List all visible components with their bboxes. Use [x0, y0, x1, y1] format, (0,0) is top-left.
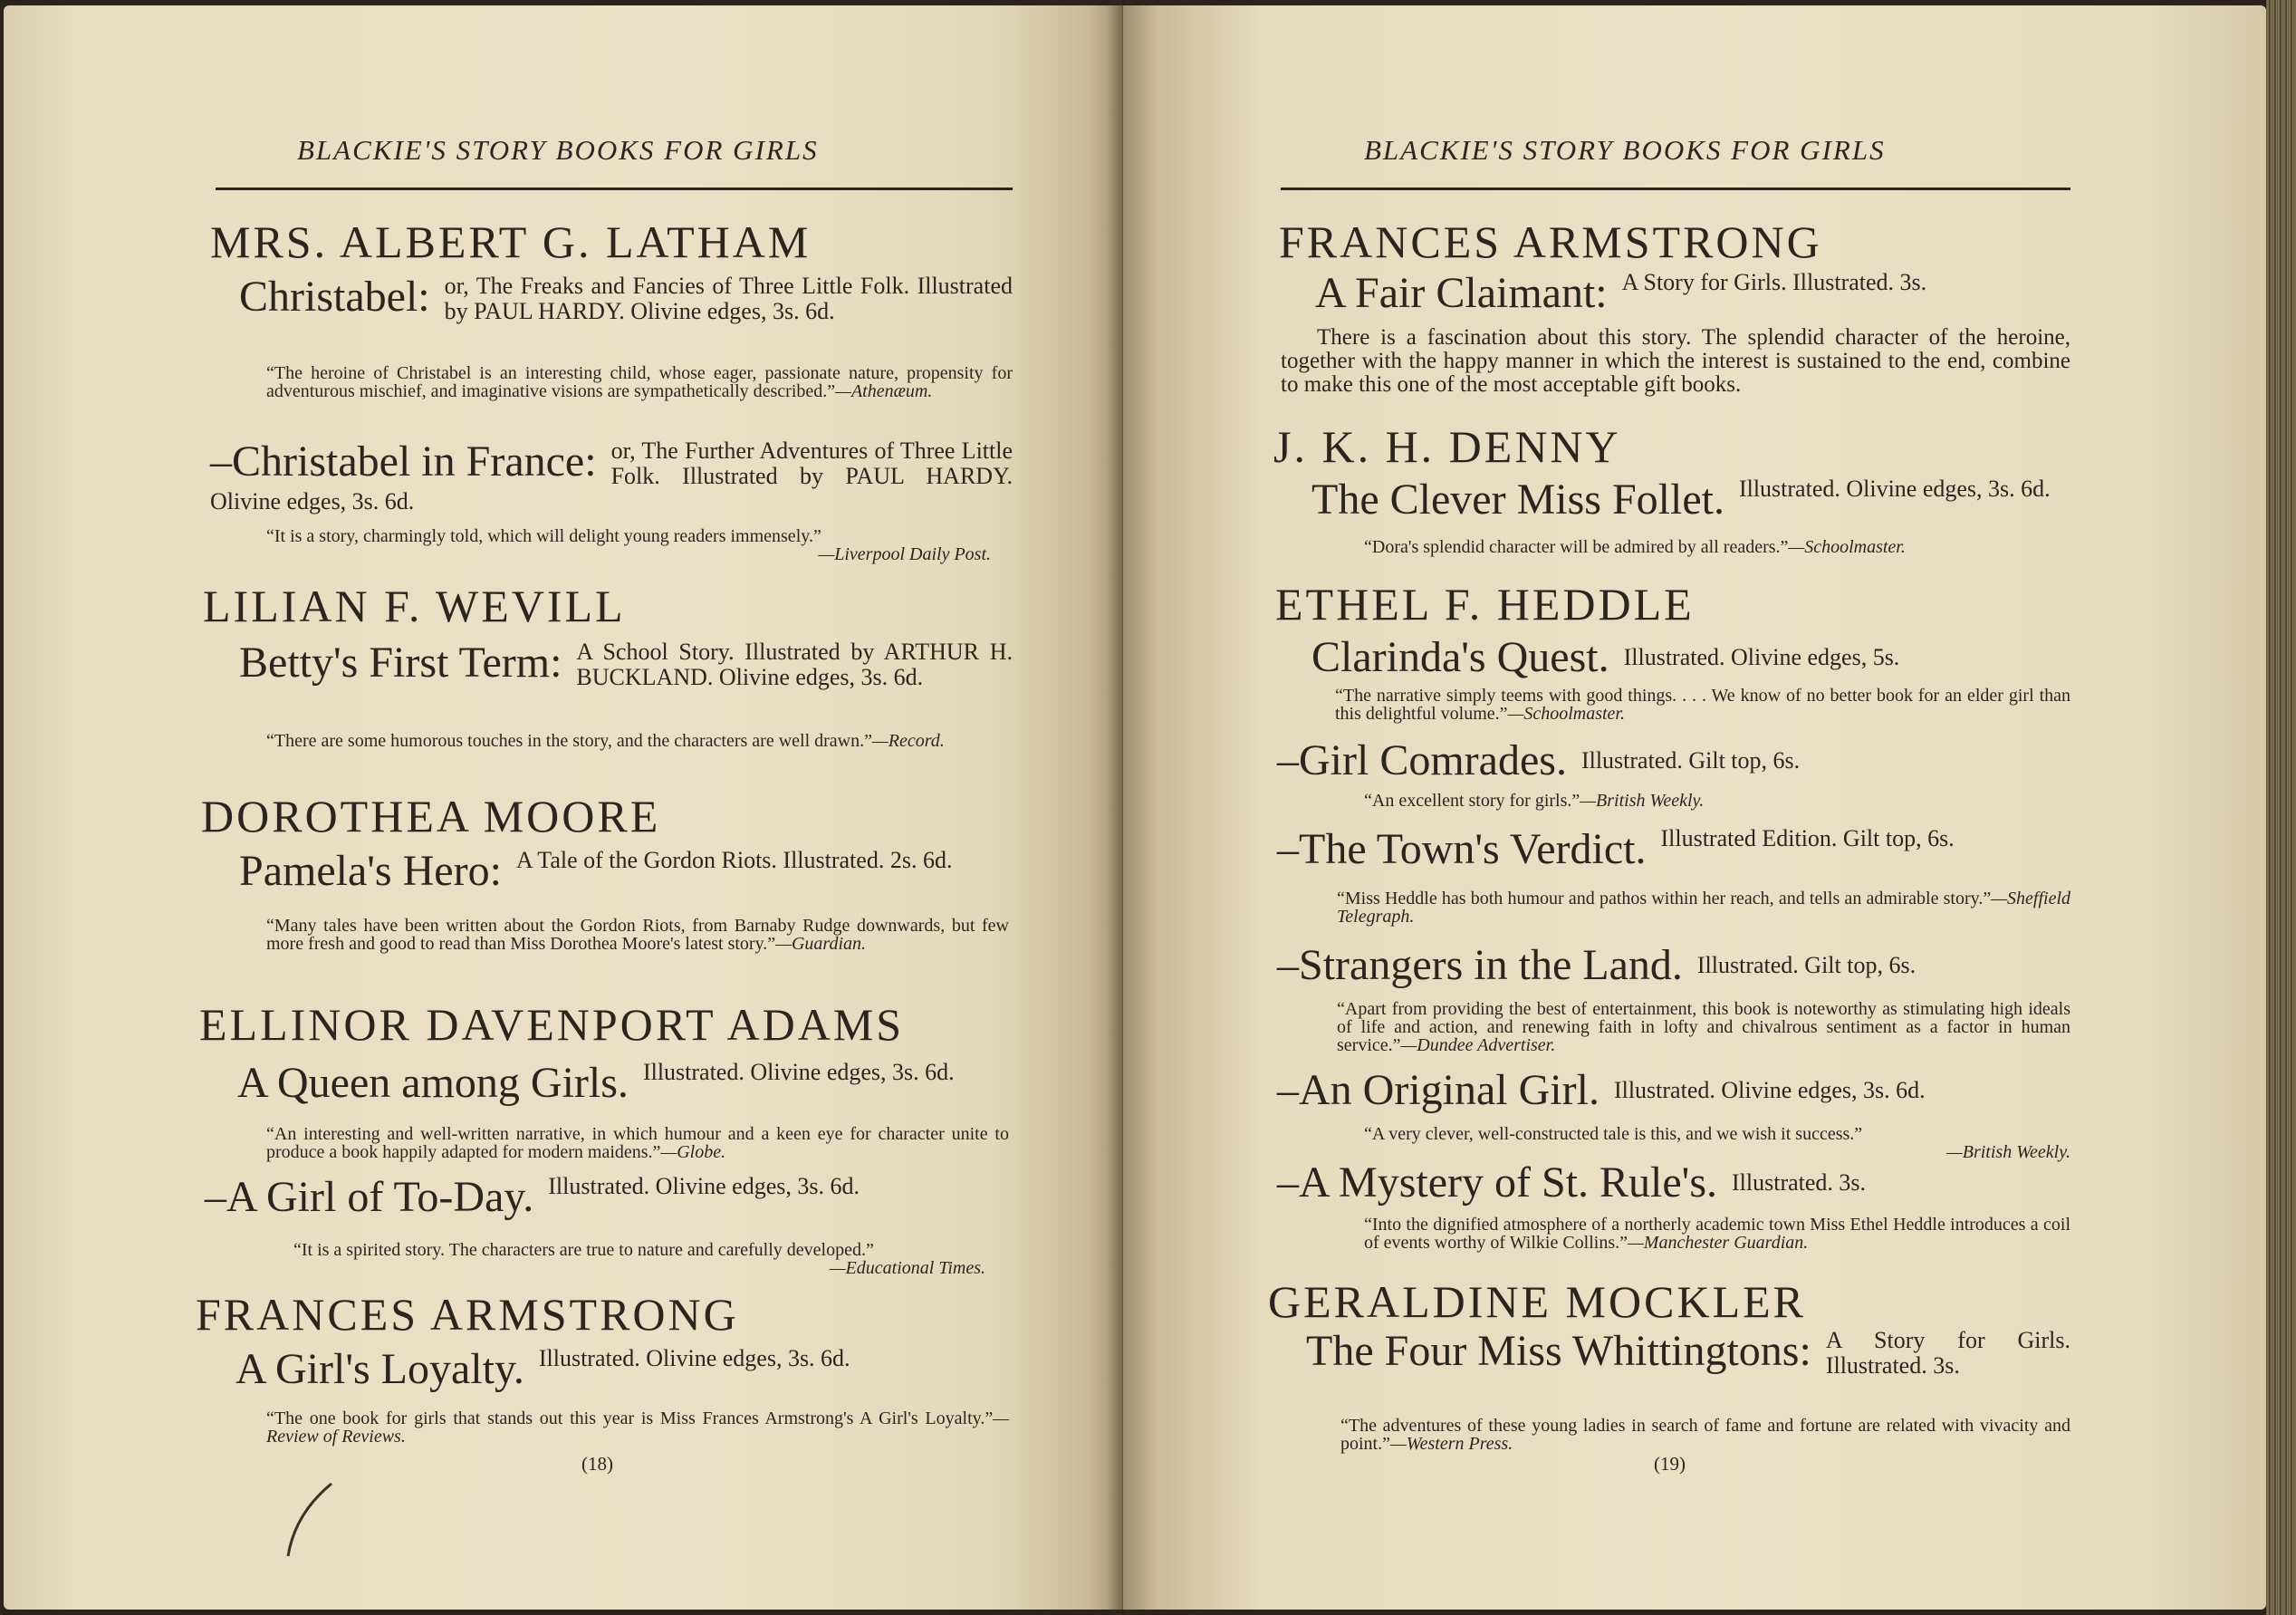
book-description: Illustrated. Olivine edges, 3s. 6d. [1738, 476, 2051, 502]
book-title: –Girl Comrades. [1277, 736, 1567, 784]
author-heading: LILIAN F. WEVILL [203, 581, 626, 631]
quote-source: —Athenæum. [835, 381, 933, 401]
quote-source: —Educational Times. [829, 1258, 985, 1278]
quote-source: —Schoolmaster. [1788, 537, 1906, 557]
book-description: A Story for Girls. Illustrated. 3s. [1621, 269, 1927, 295]
book-entry [239, 639, 1013, 690]
book-title: Clarinda's Quest. [1311, 633, 1609, 681]
running-head: BLACKIE'S STORY BOOKS FOR GIRLS [297, 134, 819, 166]
book-title: –A Girl of To-Day. [205, 1173, 534, 1221]
book-description: A School Story. Illustrated by ARTHUR H. BUCKLAND. Olivine edges, 3s. 6d. [576, 639, 1013, 690]
review-quote [293, 1241, 985, 1277]
quote-source: —Liverpool Daily Post. [818, 544, 991, 564]
review-quote [266, 1125, 1009, 1161]
quote-source: —Record. [871, 731, 945, 751]
quote-source: —Guardian. [775, 934, 866, 954]
quote-text: “The adventures of these young ladies in search of fame and fortune are related with vivacity and point.” [1340, 1416, 2070, 1454]
book-title: –Christabel in France: [210, 437, 597, 485]
left-page [4, 5, 1123, 1610]
quote-source: —Schoolmaster. [1507, 704, 1625, 724]
review-quote [1340, 1417, 2070, 1453]
review-quote [1364, 792, 2070, 810]
right-page [1123, 5, 2266, 1610]
book-description: Illustrated. Olivine edges, 3s. 6d. [642, 1059, 955, 1085]
author-heading: FRANCES ARMSTRONG [196, 1289, 739, 1340]
quote-source: —British Weekly. [1580, 791, 1705, 811]
book-entry [1277, 942, 2070, 989]
quote-source: —Western Press. [1390, 1434, 1513, 1454]
book-title: Betty's First Term: [239, 639, 562, 687]
review-quote [266, 917, 1009, 953]
quote-source: —Review of Reviews. [266, 1408, 1009, 1447]
book-description: or, The Freaks and Fancies of Three Little Folk. Illustrated by PAUL HARDY. Olivine edges, 3s. 6d. [444, 273, 1013, 324]
book-entry [1315, 270, 2069, 317]
quote-text: “Miss Heddle has both humour and pathos within her reach, and tells an admirable story.” [1337, 889, 1992, 908]
book-entry [237, 1060, 1013, 1107]
quote-text: “Apart from providing the best of entertainment, this book is noteworthy as stimulating high ideals of life and action, and renewing faith in lofty and chivalrous sentiment as a factor in human service.” [1337, 999, 2070, 1055]
book-entry [205, 1174, 1013, 1221]
author-heading: ETHEL F. HEDDLE [1275, 579, 1695, 630]
author-heading: MRS. ALBERT G. LATHAM [210, 216, 812, 267]
book-entry [1277, 1067, 2070, 1114]
book-entry [1277, 826, 2070, 873]
blurb-text: There is a fascination about this story. The splendid character of the heroine, together with the happy manner in which the interest is sustained to the end, combine to make this one of the most acceptable gift books. [1281, 325, 2070, 397]
author-heading: DOROTHEA MOORE [201, 791, 661, 841]
quote-text: “There are some humorous touches in the story, and the characters are well drawn.” [266, 731, 872, 751]
author-heading: FRANCES ARMSTRONG [1279, 216, 1822, 267]
page-edges [2266, 0, 2296, 1615]
book-title: The Clever Miss Follet. [1311, 476, 1724, 524]
book-title: A Girl's Loyalty. [235, 1345, 524, 1393]
quote-text: “The heroine of Christabel is an interesting child, whose eager, passionate nature, propensity for adventurous mischief, and imaginative visions are sympathetically described.” [266, 363, 1013, 401]
book-title: A Queen among Girls. [237, 1059, 629, 1107]
quote-source: —British Weekly. [1945, 1142, 2070, 1162]
quote-source: —Dundee Advertiser. [1400, 1035, 1556, 1055]
book-entry [239, 274, 1013, 324]
quote-text: “Into the dignified atmosphere of a northerly academic town Miss Ethel Heddle introduces a coil of events worthy of Wilkie Collins.” [1364, 1215, 2070, 1253]
review-quote [266, 364, 1013, 400]
book-title: –The Town's Verdict. [1277, 825, 1647, 873]
book-title: A Fair Claimant: [1315, 269, 1608, 317]
book-description: Illustrated. Olivine edges, 5s. [1623, 644, 1900, 670]
review-quote [1337, 889, 2070, 926]
quote-source: —Manchester Guardian. [1628, 1233, 1809, 1253]
book-entry [1277, 1159, 2070, 1206]
review-quote [266, 1409, 1009, 1446]
quote-text: “An excellent story for girls.” [1364, 791, 1580, 811]
quote-text: “It is a story, charmingly told, which will delight young readers immensely.” [266, 526, 821, 546]
quote-text: “An interesting and well-written narrative, in which humour and a keen eye for character unite to produce a book happily adapted for modern maidens.” [266, 1124, 1009, 1162]
book-entry [1311, 476, 2069, 524]
book-description: A Tale of the Gordon Riots. Illustrated. 2s. 6d. [515, 847, 953, 873]
book-entry [210, 438, 1013, 514]
book-title: –Strangers in the Land. [1277, 941, 1683, 989]
review-quote [1335, 687, 2070, 723]
page-number: (18) [581, 1453, 613, 1475]
book-title: –An Original Girl. [1277, 1066, 1600, 1114]
book-description: Illustrated. Olivine edges, 3s. 6d. [548, 1173, 860, 1199]
running-head: BLACKIE'S STORY BOOKS FOR GIRLS [1364, 134, 1886, 166]
book-title: The Four Miss Whittingtons: [1306, 1327, 1811, 1375]
book-entry [1311, 634, 2069, 681]
page-number: (19) [1654, 1453, 1686, 1475]
quote-text: “Dora's splendid character will be admired by all readers.” [1364, 537, 1789, 557]
book-entry [235, 1346, 1013, 1393]
review-quote [1337, 1000, 2070, 1054]
review-quote [1364, 1125, 2070, 1161]
book-entry [239, 848, 1013, 895]
review-quote [1364, 538, 2070, 556]
book-blurb [1281, 326, 2070, 397]
author-heading: GERALDINE MOCKLER [1268, 1276, 1807, 1327]
book-description: Illustrated Edition. Gilt top, 6s. [1660, 825, 1955, 851]
quote-text: “The one book for girls that stands out this year is Miss Frances Armstrong's A Girl's Loyalty.” [266, 1408, 994, 1428]
quote-text: “The narrative simply teems with good things. . . . We know of no better book for an elder girl than this delightful volume.” [1335, 686, 2070, 724]
book-description: Illustrated. Gilt top, 6s. [1696, 952, 1917, 978]
quote-source: —Sheffield Telegraph. [1337, 889, 2070, 927]
pencil-mark [275, 1473, 348, 1563]
book-description: Illustrated. 3s. [1732, 1169, 1867, 1196]
quote-text: “A very clever, well-constructed tale is this, and we wish it success.” [1364, 1124, 1863, 1144]
quote-text: “It is a spirited story. The characters are true to nature and carefully developed.” [293, 1240, 874, 1260]
author-heading: ELLINOR DAVENPORT ADAMS [199, 999, 905, 1050]
book-entry [1306, 1328, 2070, 1379]
book-title: Christabel: [239, 273, 430, 321]
book-title: Pamela's Hero: [239, 847, 502, 895]
review-quote [1364, 1216, 2070, 1252]
book-title: –A Mystery of St. Rule's. [1277, 1158, 1717, 1206]
book-description: Illustrated. Olivine edges, 3s. 6d. [1613, 1077, 1926, 1103]
book-entry [1277, 737, 2070, 784]
book-description: Illustrated. Olivine edges, 3s. 6d. [538, 1345, 850, 1371]
book-description: or, The Further Adventures of Three Little Folk. Illustrated by PAUL HARDY. Olivine edges, 3s. 6d. [210, 437, 1013, 514]
header-rule [216, 187, 1013, 190]
review-quote [266, 527, 991, 563]
author-heading: J. K. H. DENNY [1273, 421, 1621, 472]
review-quote [266, 732, 1013, 750]
quote-text: “Many tales have been written about the Gordon Riots, from Barnaby Rudge downwards, but few more fresh and good to read than Miss Dorothea Moore's latest story.” [266, 916, 1009, 954]
book-description: Illustrated. Gilt top, 6s. [1580, 747, 1801, 774]
book-description: A Story for Girls. Illustrated. 3s. [1825, 1327, 2070, 1379]
header-rule [1281, 187, 2070, 190]
quote-source: —Globe. [660, 1142, 726, 1162]
